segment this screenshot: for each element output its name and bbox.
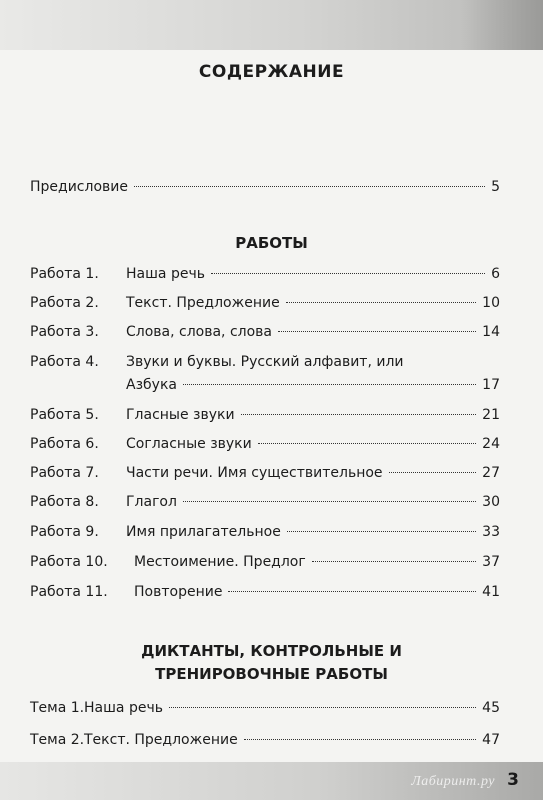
toc-label: Предисловие	[30, 179, 128, 195]
toc-leader-dots	[183, 384, 476, 385]
toc-page: 21	[482, 407, 500, 423]
toc-row	[30, 263, 500, 285]
toc-leader-dots	[312, 561, 476, 562]
toc-number: Работа 8.	[30, 494, 99, 510]
page-title: СОДЕРЖАНИЕ	[198, 62, 345, 82]
toc-page: 37	[482, 554, 500, 570]
toc-page: 41	[482, 584, 500, 600]
toc-row	[30, 729, 500, 751]
toc-number: Тема 1.	[30, 700, 85, 716]
toc-title: Наша речь	[84, 700, 163, 716]
toc-title: Части речи. Имя существительное	[126, 465, 383, 481]
page-number: 3	[507, 770, 519, 790]
toc-page: 33	[482, 524, 500, 540]
toc-page: 14	[482, 324, 500, 340]
toc-leader-dots	[278, 331, 476, 332]
toc-number: Работа 2.	[30, 295, 99, 311]
toc-row	[30, 521, 500, 543]
toc-leader-dots	[134, 186, 485, 187]
toc-number: Работа 11.	[30, 584, 108, 600]
toc-title: Звуки и буквы. Русский алфавит, или	[126, 354, 404, 370]
toc-row	[30, 321, 500, 343]
toc-row	[30, 697, 500, 719]
toc-leader-dots	[211, 273, 485, 274]
toc-title: Текст. Предложение	[84, 732, 238, 748]
toc-title: Имя прилагательное	[126, 524, 281, 540]
toc-leader-dots	[241, 414, 477, 415]
toc-number: Работа 7.	[30, 465, 99, 481]
toc-title: Текст. Предложение	[126, 295, 280, 311]
toc-page: 17	[482, 377, 500, 393]
section-heading-works: РАБОТЫ	[235, 234, 308, 252]
toc-title: Повторение	[134, 584, 223, 600]
top-decorative-band	[0, 0, 543, 50]
toc-leader-dots	[169, 707, 476, 708]
toc-row	[30, 404, 500, 426]
section-heading-dictations-line2: ТРЕНИРОВОЧНЫЕ РАБОТЫ	[155, 665, 388, 683]
toc-page: 24	[482, 436, 500, 452]
toc-page: 10	[482, 295, 500, 311]
toc-title: Наша речь	[126, 266, 205, 282]
toc-page: 5	[491, 179, 500, 195]
toc-row	[30, 551, 500, 573]
toc-leader-dots	[287, 531, 476, 532]
toc-title: Согласные звуки	[126, 436, 252, 452]
toc-leader-dots	[258, 443, 476, 444]
toc-title: Местоимение. Предлог	[134, 554, 306, 570]
toc-row	[30, 462, 500, 484]
toc-number: Работа 1.	[30, 266, 99, 282]
toc-row	[30, 292, 500, 314]
toc-title: Глагол	[126, 494, 177, 510]
toc-row-preface	[30, 176, 500, 198]
toc-leader-dots	[286, 302, 476, 303]
toc-title: Слова, слова, слова	[126, 324, 273, 340]
toc-row	[30, 433, 500, 455]
toc-number: Работа 3.	[30, 324, 99, 340]
toc-page: 6	[491, 266, 500, 282]
toc-page: 47	[482, 732, 500, 748]
toc-row	[30, 581, 500, 603]
toc-leader-dots	[228, 591, 476, 592]
toc-title: Гласные звуки	[126, 407, 235, 423]
toc-page: 45	[482, 700, 500, 716]
toc-number: Работа 4.	[30, 354, 99, 370]
toc-number: Тема 2.	[30, 732, 85, 748]
toc-row-continuation	[126, 374, 500, 396]
toc-leader-dots	[244, 739, 476, 740]
toc-title-continuation: Азбука	[126, 377, 177, 393]
toc-page: 30	[482, 494, 500, 510]
toc-number: Работа 5.	[30, 407, 99, 423]
toc-row-multiline	[30, 351, 500, 373]
toc-page: 27	[482, 465, 500, 481]
toc-number: Работа 6.	[30, 436, 99, 452]
toc-number: Работа 9.	[30, 524, 99, 540]
toc-leader-dots	[389, 472, 477, 473]
toc-number: Работа 10.	[30, 554, 108, 570]
section-heading-dictations-line1: ДИКТАНТЫ, КОНТРОЛЬНЫЕ И	[141, 642, 402, 660]
toc-row	[30, 491, 500, 513]
toc-leader-dots	[183, 501, 476, 502]
watermark: Лабиринт.ру	[411, 774, 495, 789]
